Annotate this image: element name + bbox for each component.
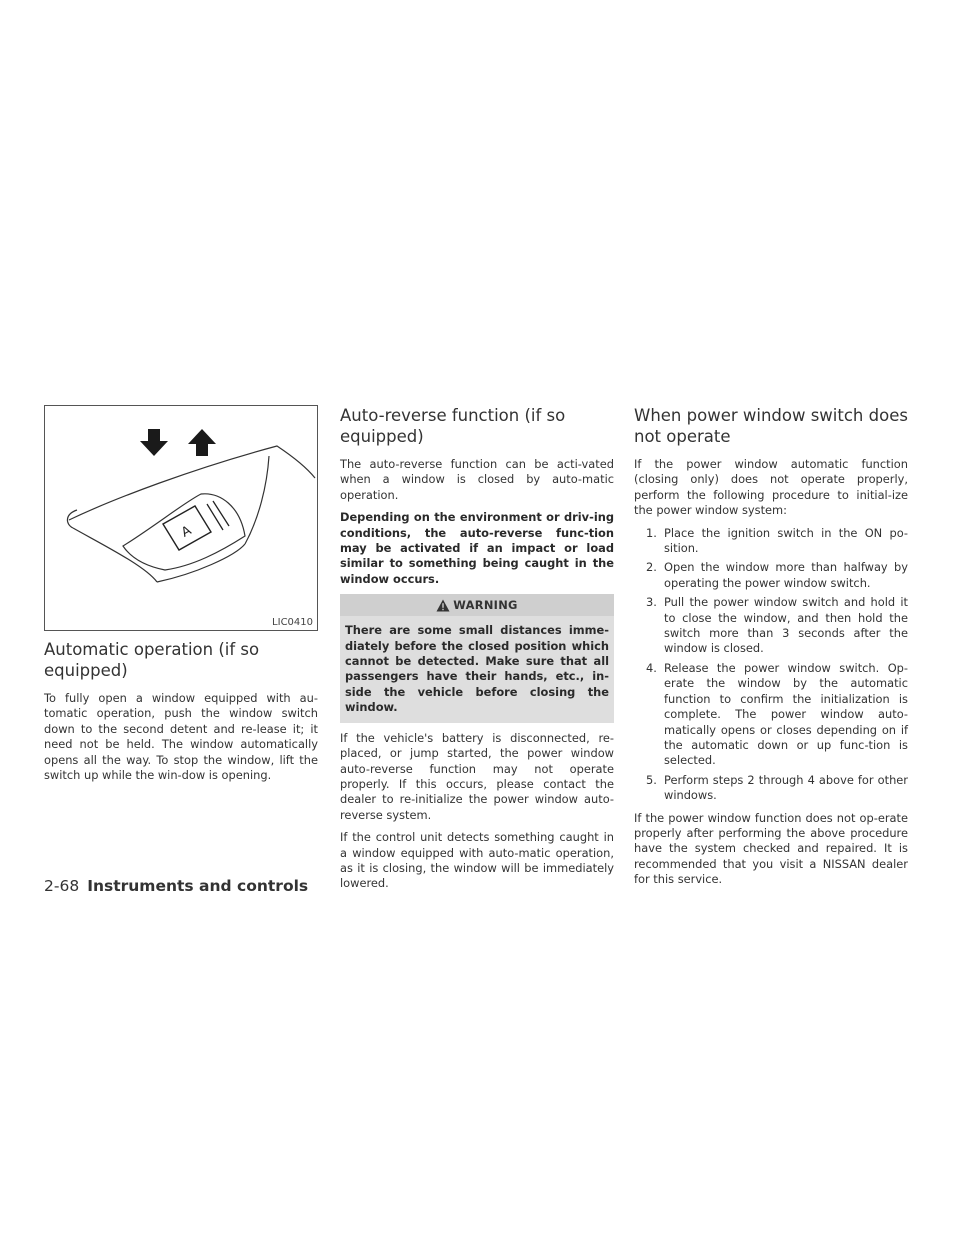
svg-text:A: A xyxy=(179,523,195,541)
warning-title: WARNING xyxy=(453,598,518,613)
up-arrow-icon xyxy=(188,429,216,456)
section-title: Instruments and controls xyxy=(87,877,309,895)
step-item xyxy=(634,595,908,657)
auto-reverse-heading: Auto-reverse function (if so equipped) xyxy=(340,406,566,446)
step-item xyxy=(634,661,908,769)
page-number: 2-68 xyxy=(44,877,80,895)
column-left xyxy=(44,405,318,790)
switch-not-operate-heading: When power window switch does not operate xyxy=(634,406,908,446)
step-text: Open the window more than halfway by operating the power window switch. xyxy=(664,560,908,590)
window-switch-figure xyxy=(44,405,318,631)
step-item xyxy=(634,560,908,591)
step-text: Release the power window switch. Op-erate the window by the automatic function to confirm the initialization is complete. The power window auto-matically opens or closes depending on if the automatic down or up func-tion is selected. xyxy=(664,660,908,768)
warning-header xyxy=(340,594,614,616)
step-item xyxy=(634,526,908,557)
step-number: 5. xyxy=(646,772,657,787)
service-recommendation-text: If the power window function does not op-erate properly after performing the above procedure have the system checked and repaired. It is recommended that you visit a NISSAN dealer for this service. xyxy=(634,810,908,887)
step-number: 1. xyxy=(646,525,657,540)
step-text: Pull the power window switch and hold it to close the window, and then hold the switch more than 3 seconds after the window is closed. xyxy=(664,595,908,656)
step-number: 3. xyxy=(646,595,657,610)
page-footer xyxy=(44,877,308,895)
initialize-steps xyxy=(634,526,908,804)
warning-box xyxy=(340,594,614,722)
control-unit-text: If the control unit detects something caught in a window equipped with auto-matic operation, as it is closing, the window will be immediately lowered. xyxy=(340,830,614,891)
warning-text: There are some small distances imme-diately before the closed position which cannot be detected. Make sure that all passengers have their hands, etc., in-side the vehicle before closing the window. xyxy=(345,623,609,715)
step-number: 2. xyxy=(646,560,657,575)
automatic-operation-heading: Automatic operation (if so equipped) xyxy=(44,640,260,680)
figure-label: LIC0410 xyxy=(272,617,313,628)
down-arrow-icon xyxy=(140,429,168,456)
column-right xyxy=(634,405,908,895)
initialize-intro: If the power window automatic function (closing only) does not operate properly, perform the following procedure to initial-ize the power window system: xyxy=(634,457,908,518)
warning-icon xyxy=(436,599,450,612)
step-item xyxy=(634,773,908,804)
automatic-operation-text: To fully open a window equipped with au-tomatic operation, push the window switch down to the second detent and re-lease it; it need not be held. The window automatically opens all the way. To stop the window, lift the switch up while the win-dow is opening. xyxy=(44,691,318,783)
step-text: Place the ignition switch in the ON po-sition. xyxy=(664,525,908,556)
step-number: 4. xyxy=(646,660,657,675)
auto-reverse-bold-note: Depending on the environment or driv-ing conditions, the auto-reverse func-tion may be activated if an impact or load similar to something being caught in the window occurs. xyxy=(340,510,614,586)
battery-disconnect-text: If the vehicle's battery is disconnected, re-placed, or jump started, the power window auto-reverse function may not operate properly. If this occurs, please contact the dealer to re-initialize the power window auto-reverse system. xyxy=(340,730,614,822)
window-switch-illustration xyxy=(45,406,317,630)
auto-reverse-intro: The auto-reverse function can be acti-vated when a window is closed by auto-matic operation. xyxy=(340,457,614,502)
column-middle xyxy=(340,405,614,899)
step-text: Perform steps 2 through 4 above for other windows. xyxy=(664,772,908,803)
